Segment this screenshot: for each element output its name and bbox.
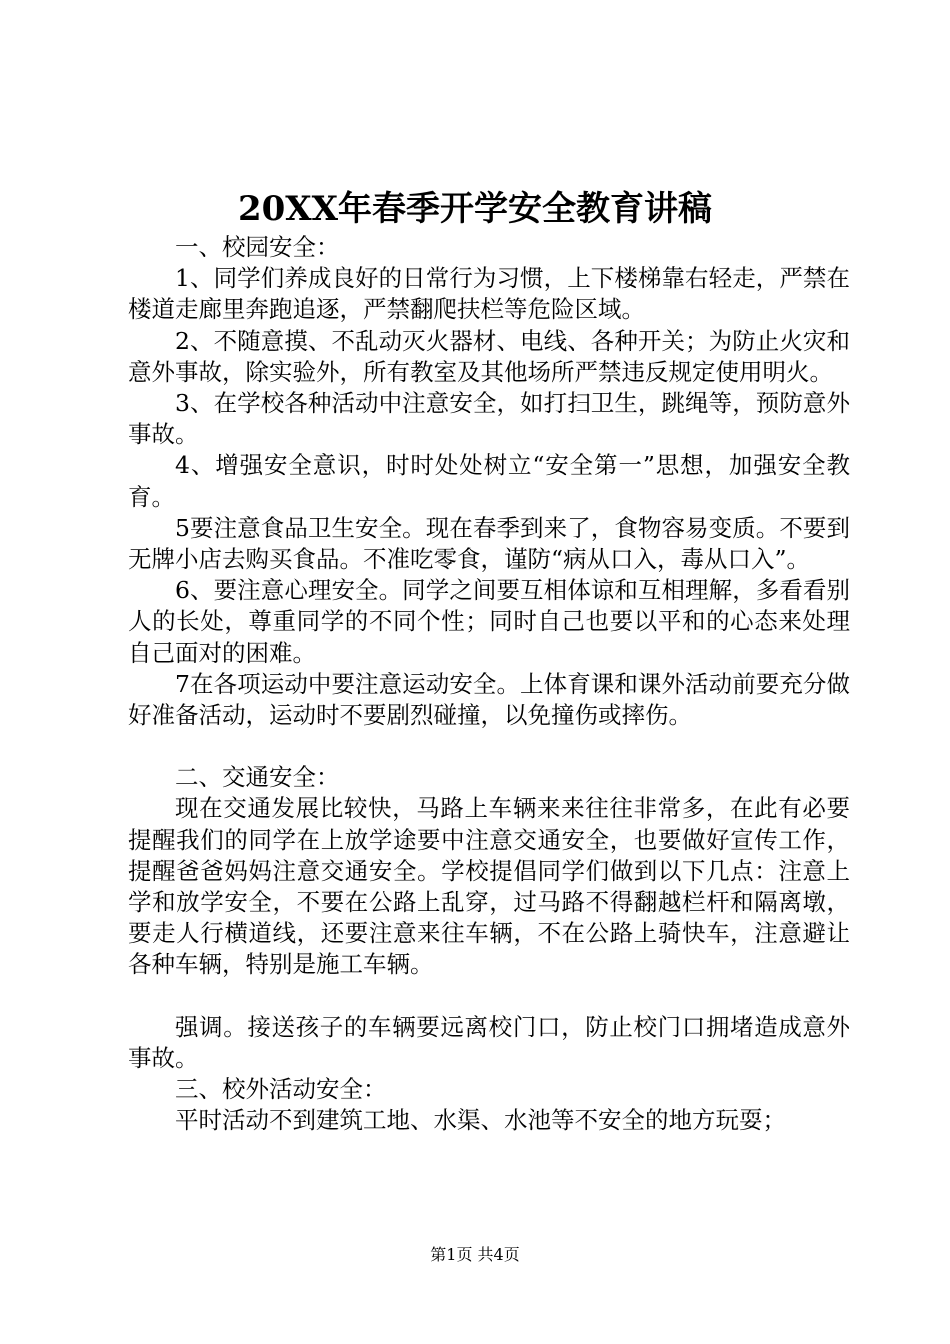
paragraph-item-4: 4、增强安全意识，时时处处树立“安全第一”思想，加强安全教育。 xyxy=(128,451,850,511)
document-body xyxy=(128,232,850,1136)
paragraph-item-3: 3、在学校各种活动中注意安全，如打扫卫生，跳绳等，预防意外事故。 xyxy=(128,389,850,449)
document-title: 20XX年春季开学安全教育讲稿 xyxy=(237,189,713,229)
section-heading-campus-safety: 一、校园安全： xyxy=(175,233,340,261)
paragraph-item-1: 1、同学们养成良好的日常行为习惯，上下楼梯靠右轻走，严禁在楼道走廊里奔跑追逐，严禁翻爬扶栏等危险区域。 xyxy=(128,264,850,324)
section-heading-outdoor-safety: 三、校外活动安全： xyxy=(175,1075,387,1104)
paragraph-spacer xyxy=(128,731,850,762)
paragraph-emphasis: 强调。接送孩子的车辆要远离校门口，防止校门口拥堵造成意外事故。 xyxy=(128,1012,850,1072)
paragraph-item-2: 2、不随意摸、不乱动灭火器材、电线、各种开关；为防止火灾和意外事故，除实验外，所有教室及其他场所严禁违反规定使用明火。 xyxy=(128,326,850,386)
paragraph-spacer xyxy=(128,981,850,1012)
paragraph-item-7: 7在各项运动中要注意运动安全。上体育课和课外活动前要充分做好准备活动，运动时不要剧烈碰撞，以免撞伤或摔伤。 xyxy=(128,669,850,730)
page-number-footer: 第1页 共4页 xyxy=(430,1245,520,1264)
paragraph-item-6: 6、要注意心理安全。同学之间要互相体谅和互相理解，多看看别人的长处，尊重同学的不同个性；同时自己也要以平和的心态来处理自己面对的困难。 xyxy=(128,576,850,667)
paragraph-item-5: 5要注意食品卫生安全。现在春季到来了，食物容易变质。不要到无牌小店去购买食品。不准吃零食，谨防“病从口入，毒从口入”。 xyxy=(128,513,850,574)
paragraph-outdoor: 平时活动不到建筑工地、水渠、水池等不安全的地方玩耍； xyxy=(175,1106,786,1135)
section-heading-traffic-safety: 二、交通安全： xyxy=(175,763,340,792)
paragraph-traffic: 现在交通发展比较快，马路上车辆来来往往非常多，在此有必要提醒我们的同学在上放学途要中注意交通安全，也要做好宣传工作，提醒爸爸妈妈注意交通安全。学校提倡同学们做到以下几点：注意上学和放学安全，不要在公路上乱穿，过马路不得翻越栏杆和隔离墩，要走人行横道线，还要注意来往车辆，不在公路上骑快车，注意避让各种车辆，特别是施工车辆。 xyxy=(128,794,850,979)
